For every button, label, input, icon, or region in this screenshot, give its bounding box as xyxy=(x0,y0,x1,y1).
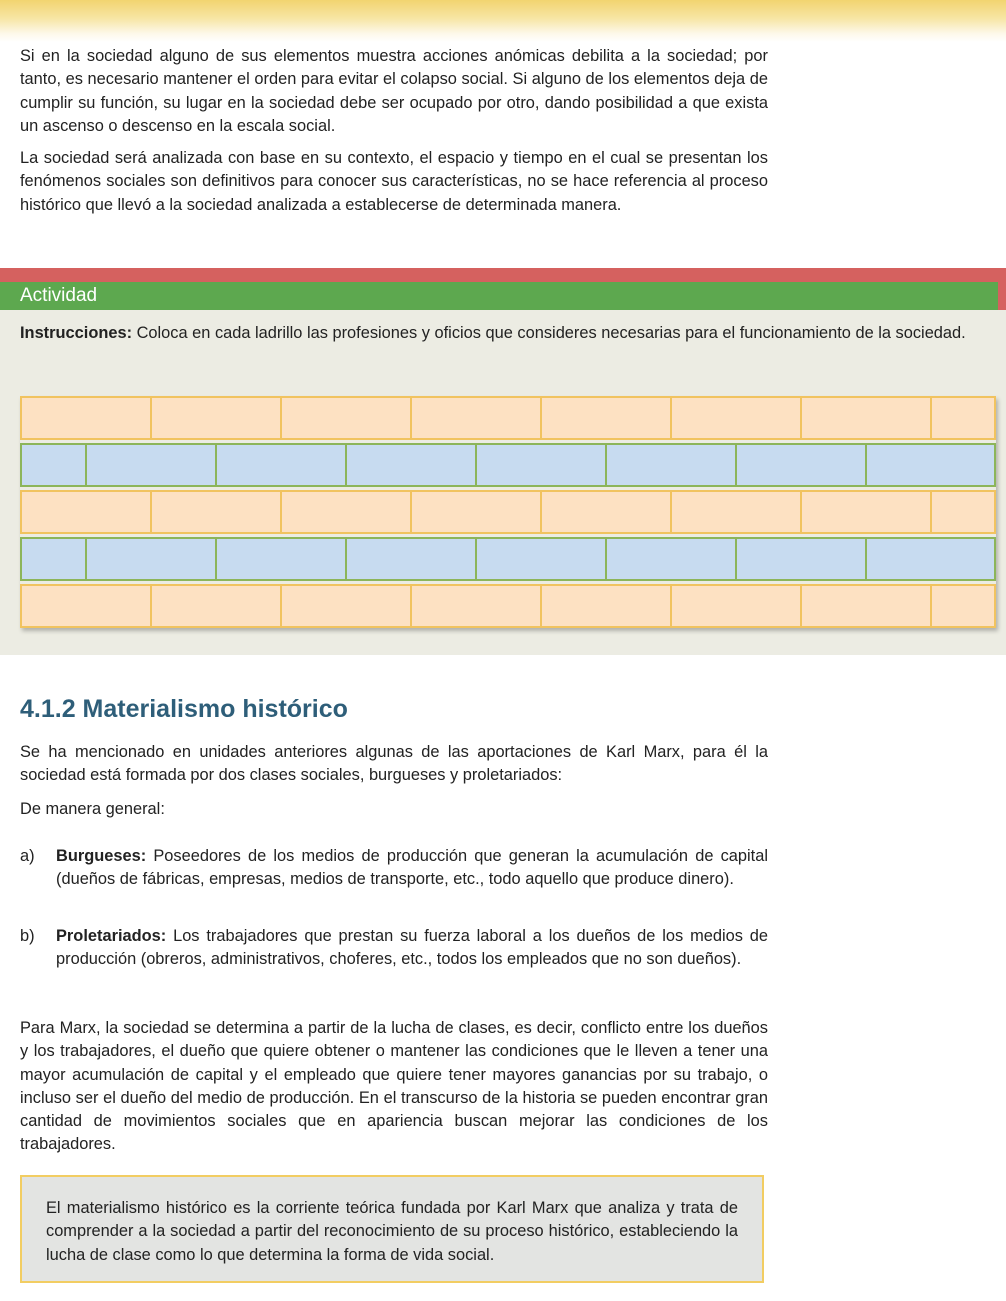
brick[interactable] xyxy=(20,490,152,534)
list-label: b) xyxy=(20,927,35,945)
brick[interactable] xyxy=(800,396,932,440)
top-decorative-band xyxy=(0,0,1006,42)
brick[interactable] xyxy=(800,584,932,628)
brick[interactable] xyxy=(85,537,217,581)
brick[interactable] xyxy=(735,443,867,487)
brick-row-2 xyxy=(20,443,996,487)
brick[interactable] xyxy=(20,396,152,440)
instructions-label: Instrucciones: xyxy=(20,324,133,342)
activity-box xyxy=(0,268,1006,655)
brick-row-5 xyxy=(20,584,996,628)
brick[interactable] xyxy=(150,396,282,440)
list-text: Poseedores de los medios de producción que generan la acumulación de capital (dueños de fábricas, empresas, medios de transporte, etc., todo aquello que produce dinero). xyxy=(56,847,768,889)
brick[interactable] xyxy=(930,490,996,534)
brick[interactable] xyxy=(20,537,87,581)
activity-red-edge xyxy=(998,268,1006,310)
section-heading: 4.1.2 Materialismo histórico xyxy=(20,695,348,723)
brick[interactable] xyxy=(280,584,412,628)
brick[interactable] xyxy=(605,537,737,581)
brick[interactable] xyxy=(930,584,996,628)
brick-row-3 xyxy=(20,490,996,534)
brick[interactable] xyxy=(865,537,996,581)
brick[interactable] xyxy=(345,443,477,487)
section-paragraph-1: Se ha mencionado en unidades anteriores algunas de las aportaciones de Karl Marx, para él la sociedad está formada por dos clases sociales, burgueses y proletariados: xyxy=(20,743,768,785)
activity-header xyxy=(0,282,998,310)
section-paragraph-3: Para Marx, la sociedad se determina a partir de la lucha de clases, es decir, conflicto entre los dueños y los trabajadores, el dueño que quiere obtener o mantener las condiciones que le lleven a tener una mayor acumulación de capital y el empleado que quiere tener mayores ganancias por su trabajo, o incluso ser el dueño del medio de producción. En el transcurso de la historia se pueden encontrar gran cantidad de movimientos sociales que en apariencia buscan mejorar las condiciones de los trabajadores. xyxy=(20,1019,768,1154)
brick[interactable] xyxy=(930,396,996,440)
brick[interactable] xyxy=(280,490,412,534)
list-label: a) xyxy=(20,847,35,865)
brick[interactable] xyxy=(150,584,282,628)
brick-row-4 xyxy=(20,537,996,581)
brick[interactable] xyxy=(85,443,217,487)
brick[interactable] xyxy=(540,490,672,534)
brick[interactable] xyxy=(605,443,737,487)
intro-paragraph-2: La sociedad será analizada con base en su contexto, el espacio y tiempo en el cual se presentan los fenómenos sociales son definitivos para conocer sus características, no se hace referencia al proceso histórico que llevó a la sociedad analizada a establecerse de determinada manera. xyxy=(20,149,768,214)
brick-wall xyxy=(20,396,996,628)
list-item-burgueses xyxy=(20,845,768,892)
brick[interactable] xyxy=(20,584,152,628)
definition-callout xyxy=(20,1175,764,1283)
brick[interactable] xyxy=(215,443,347,487)
brick[interactable] xyxy=(670,490,802,534)
brick[interactable] xyxy=(410,396,542,440)
brick[interactable] xyxy=(540,396,672,440)
section-paragraph-2: De manera general: xyxy=(20,800,165,818)
list-item-proletariados xyxy=(20,925,768,972)
brick[interactable] xyxy=(800,490,932,534)
brick[interactable] xyxy=(215,537,347,581)
brick[interactable] xyxy=(410,584,542,628)
activity-red-stripe xyxy=(0,268,1006,282)
list-term: Proletariados: xyxy=(56,927,167,945)
brick[interactable] xyxy=(865,443,996,487)
brick[interactable] xyxy=(20,443,87,487)
intro-paragraph-1: Si en la sociedad alguno de sus elementos muestra acciones anómicas debilita a la sociedad; por tanto, es necesario mantener el orden para evitar el colapso social. Si alguno de los elementos deja de cumplir su función, su lugar en la sociedad debe ser ocupado por otro, dando posibilidad a que exista un ascenso o descenso en la escala social. xyxy=(20,47,768,135)
brick[interactable] xyxy=(670,584,802,628)
activity-instructions xyxy=(20,322,996,345)
brick[interactable] xyxy=(280,396,412,440)
brick[interactable] xyxy=(540,584,672,628)
brick[interactable] xyxy=(670,396,802,440)
list-text: Los trabajadores que prestan su fuerza laboral a los dueños de los medios de producción (obreros, administrativos, choferes, etc., todos los empleados que no son dueños). xyxy=(56,927,768,969)
brick-row-1 xyxy=(20,396,996,440)
activity-title: Actividad xyxy=(20,285,98,306)
brick[interactable] xyxy=(735,537,867,581)
brick[interactable] xyxy=(345,537,477,581)
brick[interactable] xyxy=(150,490,282,534)
instructions-text: Coloca en cada ladrillo las profesiones y oficios que consideres necesarias para el funcionamiento de la sociedad. xyxy=(132,324,966,342)
list-term: Burgueses: xyxy=(56,847,147,865)
brick[interactable] xyxy=(410,490,542,534)
brick[interactable] xyxy=(475,537,607,581)
callout-text: El materialismo histórico es la corriente teórica fundada por Karl Marx que analiza y trata de comprender a la sociedad a partir del reconocimiento de su proceso histórico, estableciendo la lucha de clase como lo que determina la forma de vida social. xyxy=(46,1199,738,1264)
brick[interactable] xyxy=(475,443,607,487)
